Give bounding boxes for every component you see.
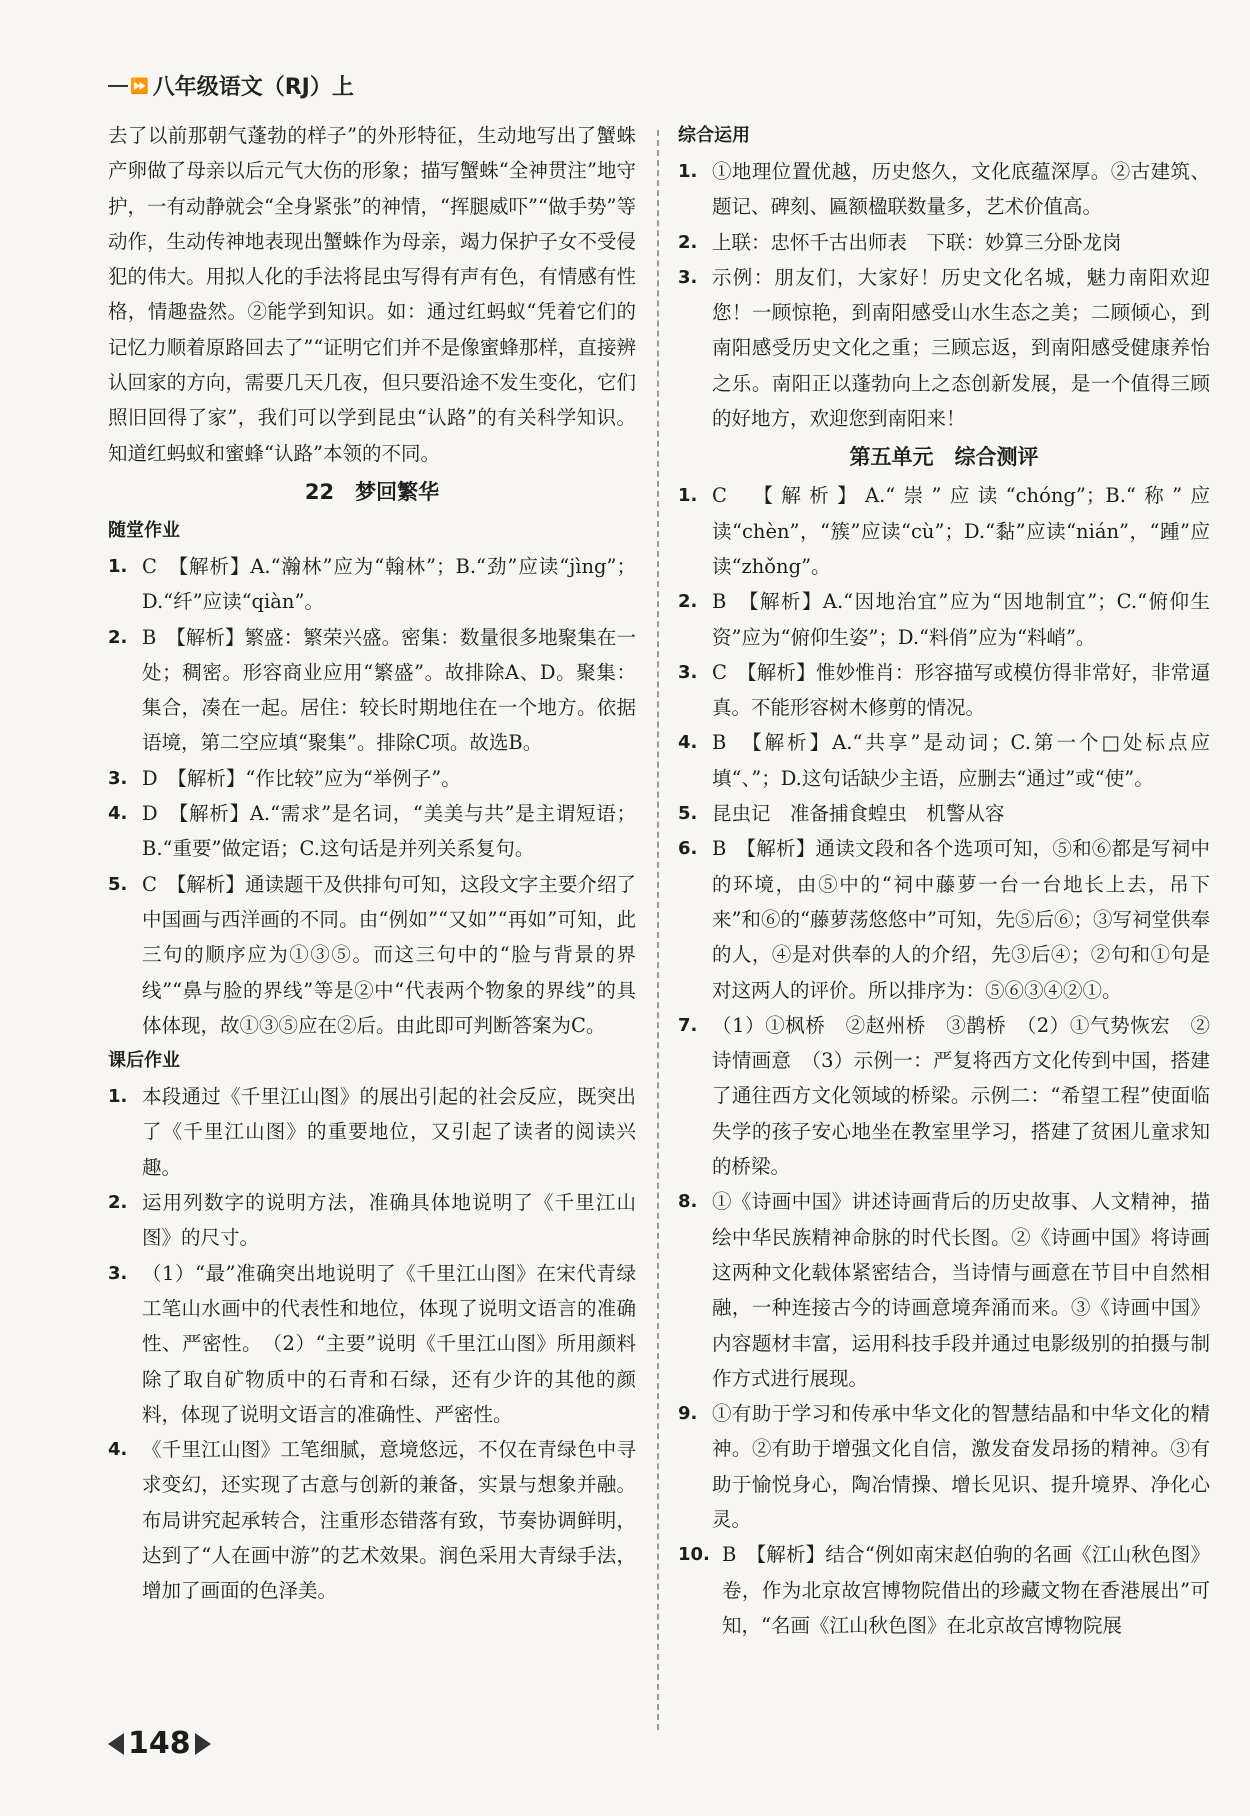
triangle-left-icon bbox=[108, 1733, 124, 1755]
book-title: 八年级语文（RJ）上 bbox=[152, 75, 354, 100]
answer-item: 5. C 【解析】通读题干及供排句可知，这段文字主要介绍了中国画与西洋画的不同。由“例如”“又如”“再如”可知，此三句的顺序应为①③⑤。而这三句中的“脸与背景的界线”“鼻与脸的界线”等是②中“代表两个物象的界线”的具体体现，故①③⑤应在②后。由此即可判断答案为C。 bbox=[108, 872, 636, 1037]
answer-list bbox=[678, 478, 1210, 1643]
intro-paragraph: 去了以前那朝气蓬勃的样子”的外形特征，生动地写出了蟹蛛产卵做了母亲以后元气大伤的形象；描写蟹蛛“全神贯注”地守护，一有动静就会“全身紧张”的神情，“挥腿威吓”“做手势”等动作，生动传神地表现出蟹蛛作为母亲，竭力保护子女不受侵犯的伟大。用拟人化的手法将昆虫写得有声有色，有情感有性格，情趣盎然。②能学到知识。如：通过红蚂蚁“凭着它们的记忆力顺着原路回去了”“证明它们并不是像蜜蜂那样，直接辨认回家的方向，需要几天几夜，但只要沿途不发生变化，它们照旧回得了家”，我们可以学到昆虫“认路”的有关科学知识。知道红蚂蚁和蜜蜂“认路”本领的不同。 bbox=[108, 124, 636, 465]
section-title: 综合运用 bbox=[678, 125, 750, 146]
fast-forward-icon: ⏩ bbox=[130, 76, 149, 95]
answer-list bbox=[678, 154, 1210, 436]
page-header bbox=[108, 70, 354, 101]
answer-item: 2. B 【解析】繁盛：繁荣兴盛。密集：数量很多地聚集在一处；稠密。形容商业应用“繁盛”。故排除A、D。聚集：集合，凑在一起。居住：较长时期地住在一个地方。依据语境，第二空应填“聚集”。排除C项。故选B。 bbox=[108, 625, 636, 755]
triangle-right-icon bbox=[195, 1733, 211, 1755]
answer-item: 4. D 【解析】A.“需求”是名词，“美美与共”是主谓短语；B.“重要”做定语；C.这句话是并列关系复句。 bbox=[108, 802, 636, 861]
answer-item: 3. （1）“最”准确突出地说明了《千里江山图》在宋代青绿工笔山水画中的代表性和地位，体现了说明文语言的准确性、严密性。 （2）“主要”说明《千里江山图》所用颜料除了取自矿物质中的石青和石绿，还有少许的其他的颜料，体现了说明文语言的准确性、严密性。 bbox=[108, 1261, 636, 1426]
answer-item: 4. 《千里江山图》工笔细腻，意境悠远，不仅在青绿色中寻求变幻，还实现了古意与创新的兼备，实景与想象并融。布局讲究起承转合，注重形态错落有致，节奏协调鲜明，达到了“人在画中游”的艺术效果。润色采用大青绿手法，增加了画面的色泽美。 bbox=[108, 1438, 636, 1603]
answer-list bbox=[108, 1079, 636, 1608]
column-divider bbox=[657, 130, 659, 1730]
answer-item: 2. 运用列数字的说明方法，准确具体地说明了《千里江山图》的尺寸。 bbox=[108, 1191, 636, 1250]
answer-item: 2. 上联：忠怀千古出师表 下联：妙算三分卧龙岗 bbox=[678, 230, 1122, 254]
answer-item: 6. B 【解析】通读文段和各个选项可知，⑤和⑥都是写祠中的环境，由⑤中的“祠中藤萝一台一台地长上去，吊下来”和⑥的“藤萝荡悠悠中”可知，先⑤后⑥；③写祠堂供奉的人，④是对供奉的人的介绍，先③后④；②句和①句是对这两人的评价。所以排序为：⑤⑥③④②①。 bbox=[678, 837, 1210, 1002]
answer-item: 2. B 【解析】A.“因地治宜”应为“因地制宜”；C.“俯仰生资”应为“俯仰生姿”；D.“料俏”应为“料峭”。 bbox=[678, 590, 1210, 649]
page-number bbox=[108, 1726, 211, 1761]
answer-item: 3. C 【解析】惟妙惟肖：形容描写或模仿得非常好，非常逼真。不能形容树木修剪的情况。 bbox=[678, 660, 1210, 720]
answer-item: 1. C 【解析】A.“崇”应读“chóng”；B.“称”应读“chèn”，“簇”应读“cù”；D.“黏”应读“nián”，“踵”应读“zhǒng”。 bbox=[678, 484, 1210, 578]
answer-item: 9. ①有助于学习和传承中华文化的智慧结晶和中华文化的精神。②有助于增强文化自信，激发奋发昂扬的精神。③有助于愉悦身心，陶冶情操、增长见识、提升境界、净化心灵。 bbox=[678, 1402, 1210, 1531]
section-title: 随堂作业 bbox=[108, 519, 180, 541]
unit-title: 第五单元 综合测评 bbox=[849, 445, 1039, 470]
left-column bbox=[108, 118, 636, 1609]
answer-item: 3. D 【解析】“作比较”应为“举例子”。 bbox=[108, 766, 461, 790]
lesson-title: 22 梦回繁华 bbox=[304, 479, 440, 504]
answer-item: 10. B 【解析】结合“例如南宋赵伯驹的名画《江山秋色图》卷，作为北京故宫博物院借出的珍藏文物在香港展出”可知，“名画《江山秋色图》在北京故宫博物院展 bbox=[678, 1543, 1210, 1637]
page-number-text: 148 bbox=[128, 1726, 191, 1761]
answer-item: 4. B 【解析】A.“共享”是动词；C.第一个□处标点应填“、”；D.这句话缺少主语，应删去“通过”或“使”。 bbox=[678, 731, 1210, 790]
answer-item: 1. 本段通过《千里江山图》的展出引起的社会反应，既突出了《千里江山图》的重要地位，又引起了读者的阅读兴趣。 bbox=[108, 1085, 636, 1179]
section-title: 课后作业 bbox=[108, 1050, 180, 1072]
answer-item: 3. 示例：朋友们，大家好！历史文化名城，魅力南阳欢迎您！一顾惊艳，到南阳感受山水生态之美；二顾倾心，到南阳感受历史文化之重；三顾忘返，到南阳感受健康养怡之乐。南阳正以蓬勃向上之态创新发展，是一个值得三顾的好地方，欢迎您到南阳来！ bbox=[678, 265, 1210, 431]
answer-item: 1. C 【解析】A.“瀚林”应为“翰林”；B.“劲”应读“jìng”；D.“纤”应读“qiàn”。 bbox=[108, 554, 636, 614]
answer-list bbox=[108, 549, 636, 1043]
answer-item: 5. 昆虫记 准备捕食蝗虫 机警从容 bbox=[678, 802, 1005, 826]
answer-item: 1. ①地理位置优越，历史悠久，文化底蕴深厚。②古建筑、题记、碑刻、匾额楹联数量多，艺术价值高。 bbox=[678, 160, 1210, 219]
right-column bbox=[678, 118, 1210, 1643]
answer-item: 7. （1）①枫桥 ②赵州桥 ③鹊桥 （2）①气势恢宏 ②诗情画意 （3）示例一：严复将西方文化传到中国，搭建了通往西方文化领域的桥梁。示例二：“希望工程”使面临失学的孩子安心地坐在教室里学习，搭建了贫困儿童求知的桥梁。 bbox=[678, 1013, 1210, 1179]
answer-item: 8. ①《诗画中国》讲述诗画背后的历史故事、人文精神，描绘中华民族精神命脉的时代长图。②《诗画中国》将诗画这两种文化载体紧密结合，当诗情与画意在节目中自然相融，一种连接古今的诗画意境奔涌而来。③《诗画中国》内容题材丰富，运用科技手段并通过电影级别的拍摄与制作方式进行展现。 bbox=[678, 1190, 1210, 1390]
header-rule bbox=[108, 85, 128, 87]
